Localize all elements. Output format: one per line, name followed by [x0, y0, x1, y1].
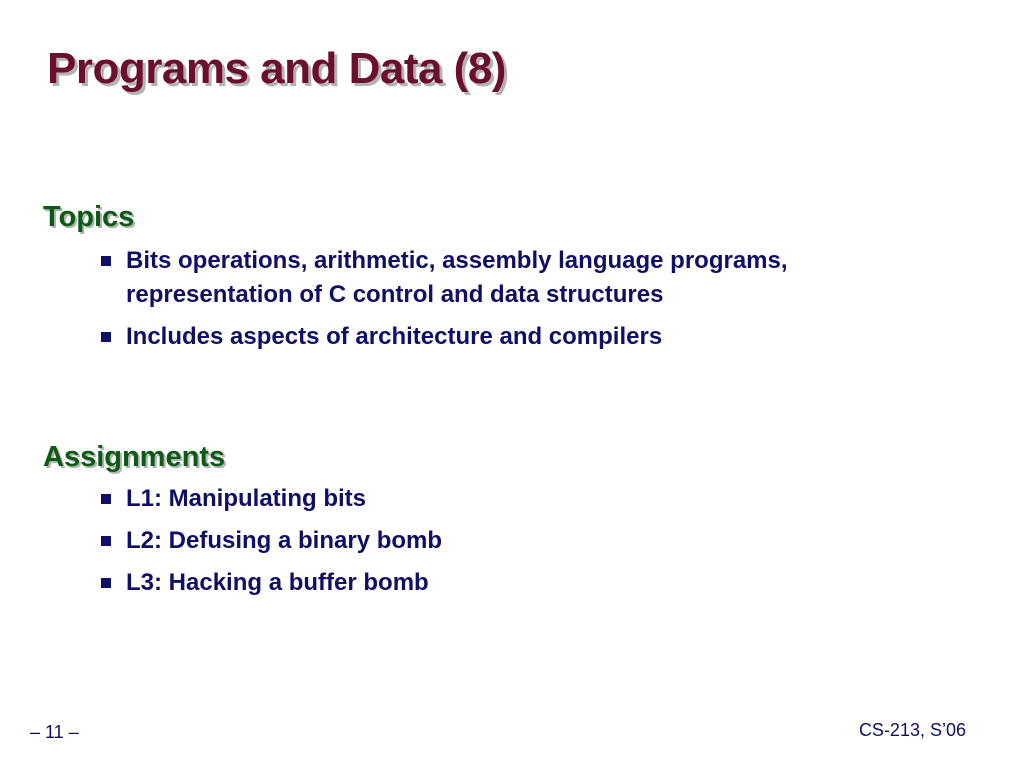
- square-bullet-icon: [101, 332, 111, 342]
- section-heading-topics: Topics: [43, 201, 135, 233]
- slide-title: Programs and Data (8): [47, 44, 506, 93]
- topics-bullet-list: [43, 244, 946, 354]
- bullet-text: Bits operations, arithmetic, assembly language programs, representation of C control and data structures: [126, 247, 788, 308]
- assignments-section: [43, 441, 946, 600]
- bullet-item: [43, 320, 946, 354]
- bullet-item: [43, 244, 946, 312]
- square-bullet-icon: [101, 256, 111, 266]
- bullet-text: Includes aspects of architecture and compilers: [126, 323, 663, 350]
- bullet-text: L3: Hacking a buffer bomb: [126, 569, 429, 596]
- bullet-item: [43, 524, 946, 558]
- square-bullet-icon: [101, 536, 111, 546]
- square-bullet-icon: [101, 494, 111, 504]
- bullet-item: [43, 566, 946, 600]
- bullet-text: L1: Manipulating bits: [126, 485, 366, 512]
- page-number: – 11 –: [30, 722, 79, 742]
- topics-section: [43, 201, 946, 354]
- bullet-text: L2: Defusing a binary bomb: [126, 527, 443, 554]
- assignments-bullet-list: [43, 482, 946, 600]
- bullet-item: [43, 482, 946, 516]
- square-bullet-icon: [101, 578, 111, 588]
- course-label: CS-213, S’06: [858, 720, 966, 740]
- section-heading-assignments: Assignments: [43, 441, 226, 473]
